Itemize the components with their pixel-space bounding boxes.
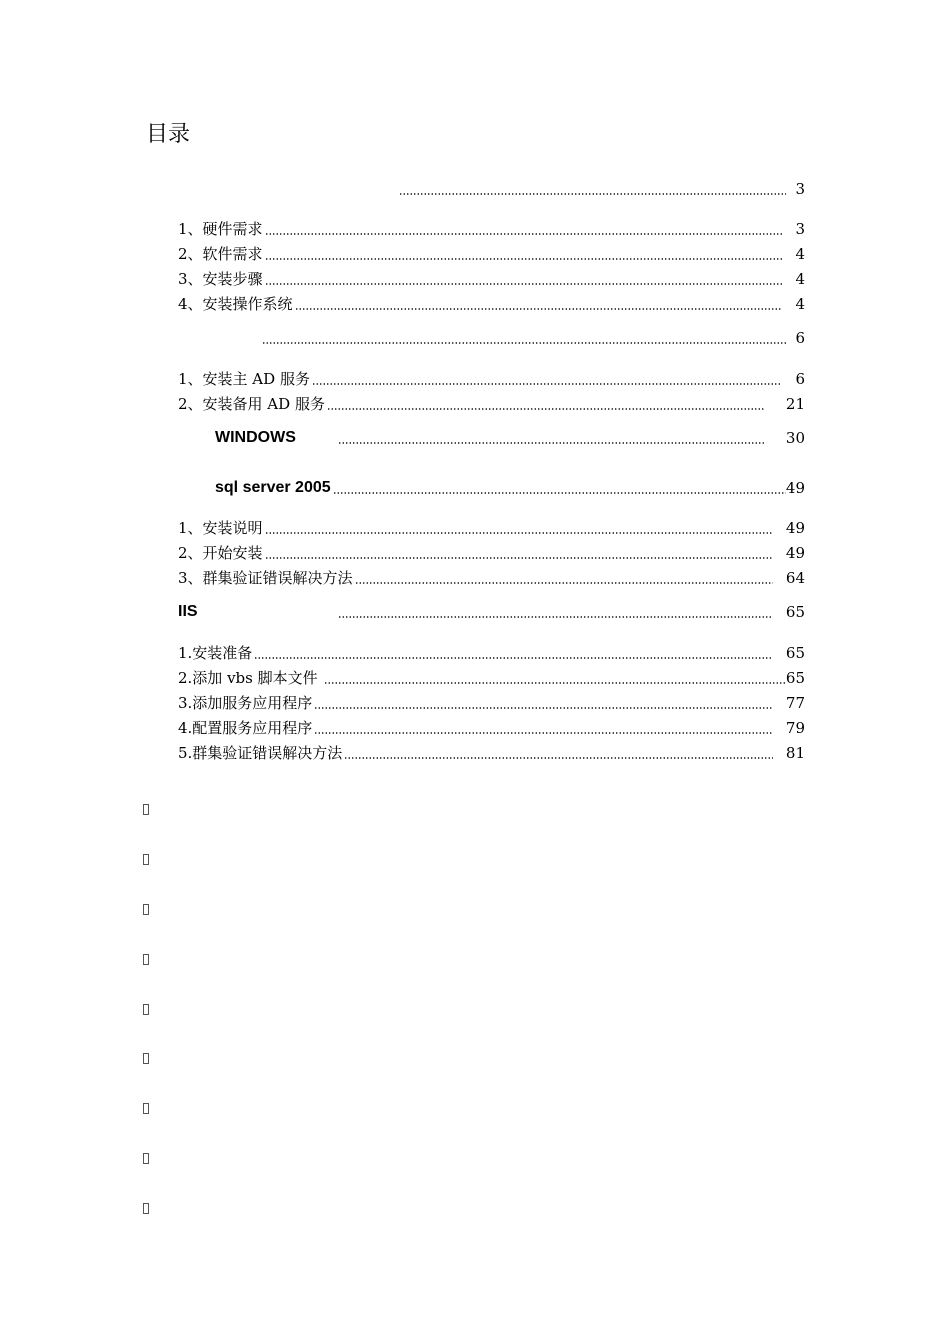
toc-leader-dots — [324, 682, 786, 684]
toc-entry[interactable] — [178, 392, 805, 414]
toc-entry[interactable] — [178, 666, 805, 688]
toc-leader-dots — [254, 657, 773, 659]
toc-entry[interactable] — [178, 716, 805, 738]
toc-leader-dots — [265, 283, 783, 285]
missing-glyph-icon — [143, 1203, 149, 1214]
toc-entry-label: sql server 2005 — [215, 479, 331, 496]
toc-leader-dots — [314, 732, 773, 734]
toc-entry-page: 3 — [795, 220, 805, 238]
toc-entry-page: 4 — [795, 295, 805, 313]
missing-glyph-icon — [143, 904, 149, 915]
toc-entry-label: 1.安装准备 — [178, 644, 253, 662]
missing-glyph-icon — [143, 1103, 149, 1114]
toc-leader-dots — [333, 492, 786, 494]
toc-entry-label: IIS — [178, 603, 198, 620]
toc-entry-page: 6 — [795, 329, 805, 347]
toc-entry[interactable] — [178, 741, 805, 763]
toc-entry-label: 3、安装步骤 — [178, 270, 263, 288]
toc-entry[interactable] — [178, 242, 805, 264]
toc-entry-page: 30 — [785, 429, 805, 447]
toc-entry-page: 65 — [785, 644, 805, 662]
toc-entry-page: 4 — [795, 245, 805, 263]
toc-leader-dots — [265, 532, 773, 534]
toc-leader-dots — [295, 308, 783, 310]
toc-entry-label: 3.添加服务应用程序 — [178, 694, 313, 712]
toc-entry-label: 4、安装操作系统 — [178, 295, 293, 313]
toc-entry-page: 79 — [785, 719, 805, 737]
toc-entry-page: 77 — [785, 694, 805, 712]
missing-glyph-icon — [143, 1053, 149, 1064]
missing-glyph-icon — [143, 804, 149, 815]
toc-entry-page: 64 — [785, 569, 805, 587]
toc-entry-page: 49 — [785, 544, 805, 562]
toc-entry-page: 6 — [795, 370, 805, 388]
toc-entry[interactable] — [178, 267, 805, 289]
toc-entry-label: 2、开始安装 — [178, 544, 263, 562]
toc-entry-label: 4.配置服务应用程序 — [178, 719, 313, 737]
page-title: 目录 — [146, 122, 191, 147]
missing-glyph-icon — [143, 854, 149, 865]
toc-entry[interactable] — [397, 177, 805, 199]
toc-entry-label: 1、安装说明 — [178, 519, 263, 537]
toc-entry[interactable] — [178, 600, 805, 622]
toc-entry-page: 49 — [785, 519, 805, 537]
toc-entry-page: 49 — [785, 479, 805, 497]
toc-entry[interactable] — [178, 691, 805, 713]
toc-entry-label: 5.群集验证错误解决方法 — [178, 744, 343, 762]
toc-leader-dots — [314, 707, 773, 709]
toc-leader-dots — [355, 582, 773, 584]
toc-entry-label: 2.添加 vbs 脚本文件 — [178, 669, 318, 687]
toc-leader-dots — [262, 342, 786, 344]
toc-leader-dots — [265, 233, 783, 235]
toc-leader-dots — [344, 757, 773, 759]
toc-entry[interactable] — [178, 516, 805, 538]
toc-leader-dots — [265, 258, 783, 260]
toc-entry-label: 2、安装备用 AD 服务 — [178, 395, 325, 413]
toc-leader-dots — [338, 442, 765, 444]
toc-entry-page: 65 — [785, 603, 805, 621]
toc-entry-label: WINDOWS — [215, 429, 296, 446]
toc-entry[interactable] — [178, 292, 805, 314]
toc-leader-dots — [327, 408, 765, 410]
toc-entry[interactable] — [178, 367, 805, 389]
toc-entry-page: 65 — [785, 669, 805, 687]
toc-entry-page: 21 — [785, 395, 805, 413]
toc-entry-page: 4 — [795, 270, 805, 288]
toc-entry[interactable] — [178, 641, 805, 663]
toc-entry-page: 81 — [785, 744, 805, 762]
toc-leader-dots — [338, 616, 773, 618]
toc-entry[interactable] — [178, 217, 805, 239]
toc-entry[interactable] — [215, 476, 805, 498]
toc-entry-label: 1、硬件需求 — [178, 220, 263, 238]
missing-glyph-icon — [143, 1153, 149, 1164]
toc-entry-label: 1、安装主 AD 服务 — [178, 370, 310, 388]
missing-glyph-icon — [143, 954, 149, 965]
toc-entry[interactable] — [260, 326, 805, 348]
toc-leader-dots — [265, 557, 773, 559]
missing-glyph-icon — [143, 1004, 149, 1015]
toc-entry-page: 3 — [795, 180, 805, 198]
toc-entry-label: 3、群集验证错误解决方法 — [178, 569, 353, 587]
toc-entry-label: 2、软件需求 — [178, 245, 263, 263]
toc-leader-dots — [312, 383, 783, 385]
toc-entry[interactable] — [178, 566, 805, 588]
toc-leader-dots — [399, 193, 786, 195]
toc-entry[interactable] — [215, 426, 805, 448]
toc-entry[interactable] — [178, 541, 805, 563]
